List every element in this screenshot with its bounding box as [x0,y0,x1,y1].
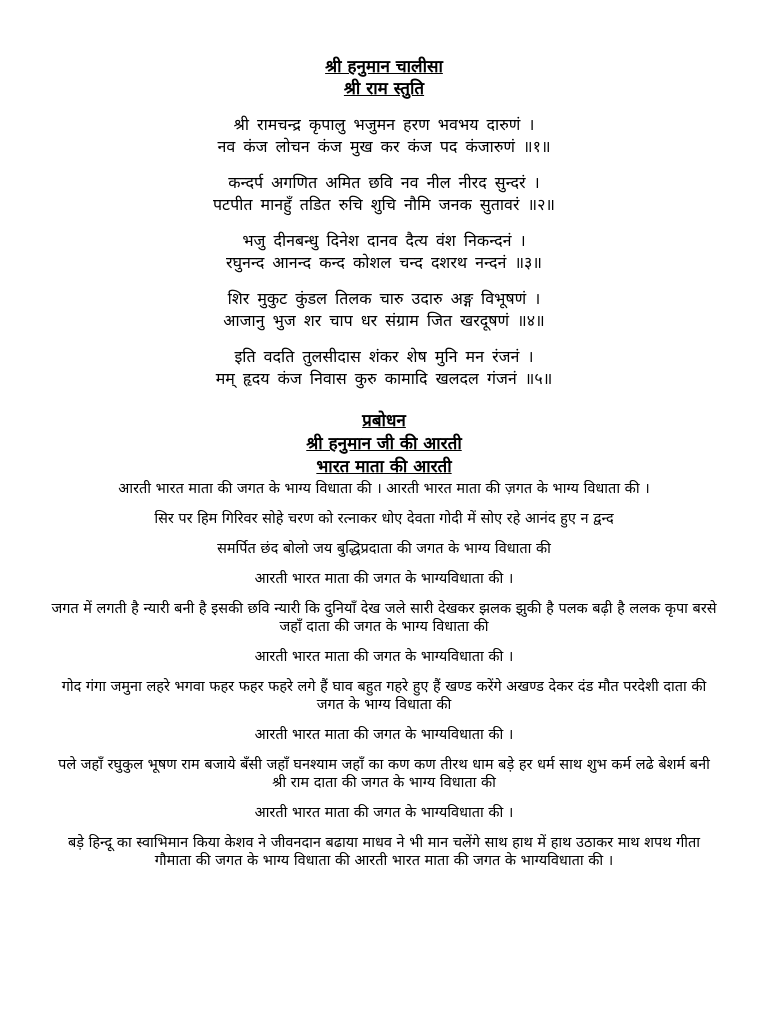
verse-line: नव कंज लोचन कंज मुख कर कंज पद कंजारुणं ॥१॥ [217,137,551,156]
aarti-paragraph: जगत में लगती है न्यारी बनी है इसकी छवि न्यारी कि दुनियाँ देख जले सारी देखकर झलक झुकी है पलक बढ़ी है ललक कृपा बरसे जहाँ दाता की जगत के भाग्य विधाता की [51,601,717,635]
aarti-paragraph: आरती भारत माता की जगत के भाग्य विधाता की । आरती भारत माता की ज़गत के भाग्य विधाता की । [118,481,650,497]
aarti-refrain: आरती भारत माता की जगत के भाग्यविधाता की । [254,727,514,743]
top-headings [0,56,768,100]
heading-bharat-mata-aarti: भारत माता की आरती [316,457,452,477]
verse-line: भजु दीनबन्धु दिनेश दानव दैत्य वंश निकन्दनं । [242,231,526,250]
aarti-paragraph: गोद गंगा जमुना लहरे भगवा फहर फहर फहरे लगे हैं घाव बहुत गहरे हुए हैं खण्ड करेंगे अखण्ड देकर दंड मौत परदेशी दाता की जगत के भाग्य विधाता की [61,679,707,713]
verse-line: मम् हृदय कंज निवास कुरु कामादि खलदल गंजनं ॥५॥ [215,369,553,388]
aarti-paragraph: बड़े हिन्दू का स्वाभिमान किया केशव ने जीवनदान बढाया माधव ने भी मान चलेंगे साथ हाथ में हाथ उठाकर माथ शपथ गीता गौमाता की जगत के भाग्य विधाता की आरती भारत माता की जगत के भाग्यविधाता की । [67,835,701,869]
stanza-3 [0,230,768,274]
verse-line: इति वदति तुलसीदास शंकर शेष मुनि मन रंजनं । [234,347,534,366]
title-ram-stuti: श्री राम स्तुति [343,79,425,99]
aarti-refrain: आरती भारत माता की जगत के भाग्यविधाता की । [254,571,514,587]
aarti-paragraph: समर्पित छंद बोलो जय बुद्धिप्रदाता की जगत के भाग्य विधाता की [217,541,551,557]
verse-line: श्री रामचन्द्र कृपालु भजुमन हरण भवभय दारुणं । [233,115,535,134]
verse-line: रघुनन्द आनन्द कन्द कोशल चन्द दशरथ नन्दनं ॥३॥ [226,253,542,272]
aarti-body [50,480,718,870]
aarti-headings [0,410,768,479]
aarti-paragraph: पले जहाँ रघुकुल भूषण राम बजाये बँसी जहाँ घनश्याम जहाँ का कण कण तीरथ धाम बड़े हर धर्म साथ शुभ कर्म लढे बेशर्म बनी श्री राम दाता की जगत के भाग्य विधाता की [58,757,710,791]
stanza-5 [0,346,768,390]
verse-line: आजानु भुज शर चाप धर संग्राम जित खरदूषणं ॥४॥ [223,311,545,330]
stanza-4 [0,288,768,332]
verse-line: शिर मुकुट कुंडल तिलक चारु उदारु अङ्ग विभूषणं । [227,289,541,308]
aarti-refrain: आरती भारत माता की जगत के भाग्यविधाता की । [254,805,514,821]
heading-prabodhan: प्रबोधन [362,411,406,431]
stanza-2 [0,172,768,216]
verse-line: कन्दर्प अगणित अमित छवि नव नील नीरद सुन्दरं । [228,173,540,192]
verse-line: पटपीत मानहुँ तडित रुचि शुचि नौमि जनक सुतावरं ॥२॥ [212,195,556,214]
ram-stuti-stanzas [0,114,768,390]
title-hanuman-chalisa: श्री हनुमान चालीसा [325,57,443,77]
aarti-paragraph: सिर पर हिम गिरिवर सोहे चरण को रत्नाकर धोए देवता गोदी में सोए रहे आनंद हुए न द्वन्द [154,511,614,527]
heading-hanuman-aarti: श्री हनुमान जी की आरती [306,434,462,454]
aarti-refrain: आरती भारत माता की जगत के भाग्यविधाता की । [254,649,514,665]
stanza-1 [0,114,768,158]
